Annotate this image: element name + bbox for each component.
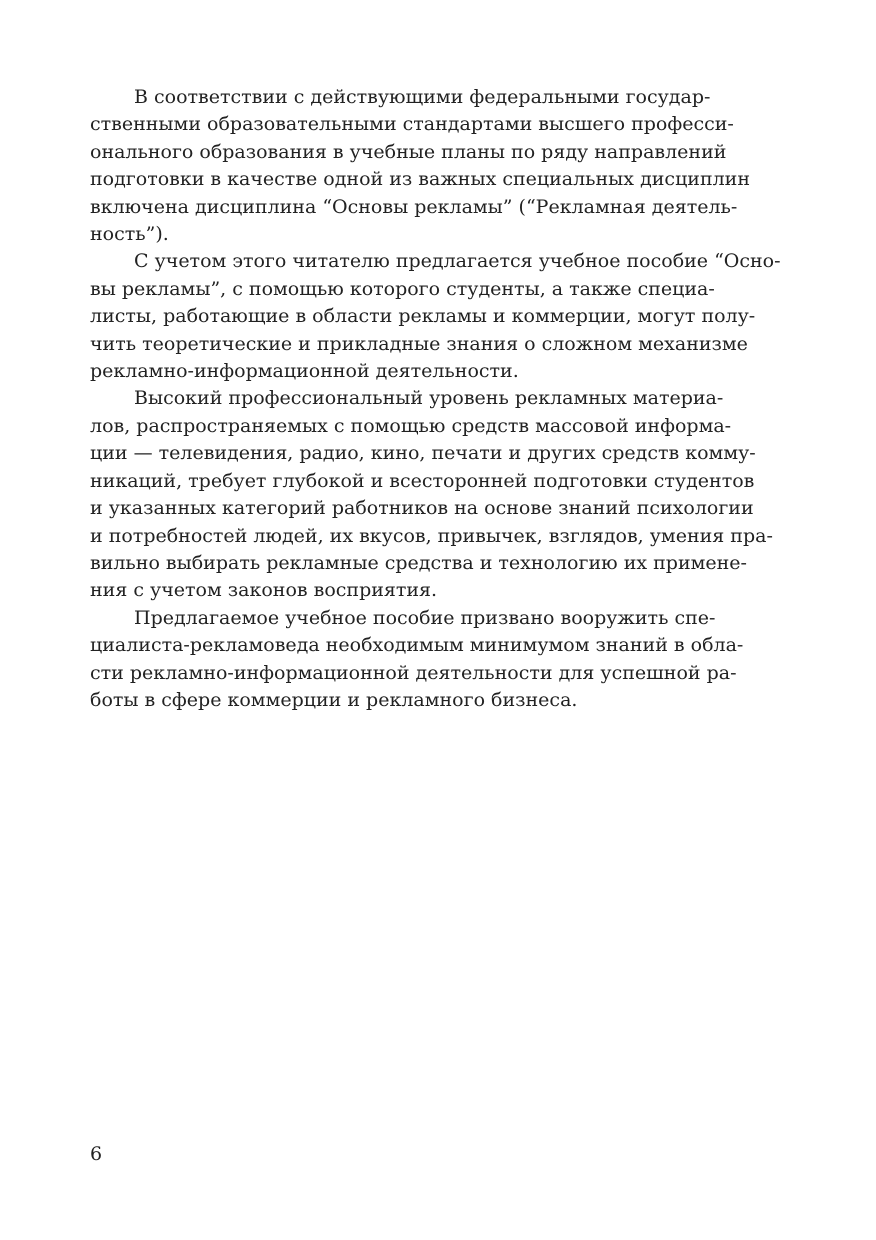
page-number: 6 bbox=[90, 1143, 103, 1165]
body-text bbox=[90, 84, 790, 714]
paragraph-3: Высокий профессиональный уровень рекламных материа- лов, распространяемых с помощью средств массовой информа- ции — телевидения, радио, кино, печати и других средств комму- никаций, требует глубокой и всесторонней подготовки студентов и указанных категорий работников на основе знаний психологии и потребностей людей, их вкусов, привычек, взглядов, умения пра- вильно выбирать рекламные средства и технологию их примене- ния с учетом законов восприятия. bbox=[90, 387, 773, 602]
paragraph-2: С учетом этого читателю предлагается учебное пособие “Осно- вы рекламы”, с помощью которого студенты, а также специа- листы, работающие в области рекламы и коммерции, могут полу- чить теоретические и прикладные знания о сложном механизме рекламно-информационной деятельности. bbox=[90, 250, 781, 383]
paragraph-4: Предлагаемое учебное пособие призвано вооружить спе- циалиста-рекламоведа необходимым минимумом знаний в обла- сти рекламно-информационной деятельности для успешной ра- боты в сфере коммерции и рекламного бизнеса. bbox=[90, 606, 744, 711]
paragraph-1: В соответствии с действующими федеральными государ- ственными образовательными стандартами высшего професси- онального образования в учебные планы по ряду направлений подготовки в качестве одной из важных специальных дисциплин включена дисциплина “Основы рекламы” (“Рекламная деятель- ность”). bbox=[90, 86, 751, 246]
